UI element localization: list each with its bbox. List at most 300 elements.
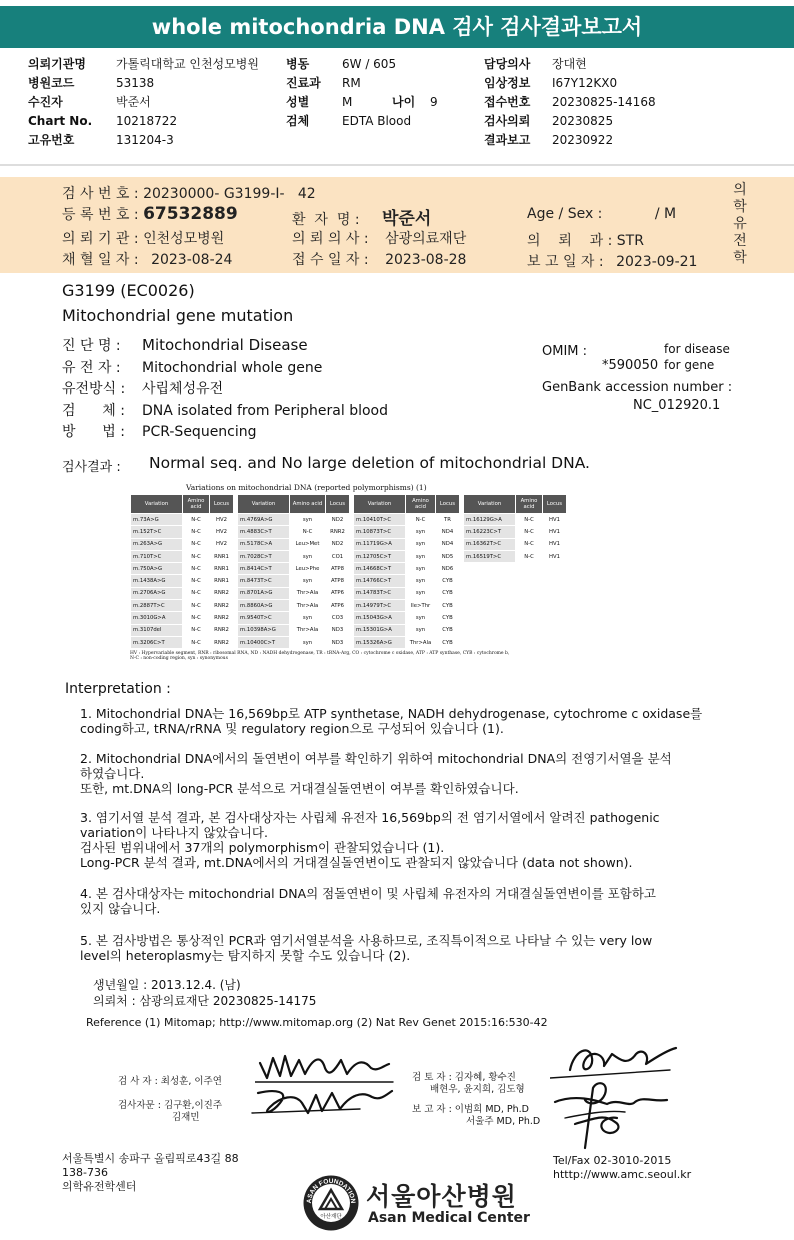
table-row — [131, 612, 234, 624]
table-row — [238, 612, 350, 624]
table-row — [354, 538, 460, 550]
website: htttp://www.amc.seoul.kr — [553, 1168, 692, 1181]
line: level의 heteroplasmy는 탐지하지 못할 수도 있습니다 (2). — [80, 948, 411, 963]
column-header: Amino acid — [406, 495, 436, 514]
column-header: Amino acid — [290, 495, 326, 514]
locus-cell: RNR2 — [210, 587, 234, 599]
locus-cell: ATP6 — [326, 587, 350, 599]
variation-cell: m.9540T>C — [238, 612, 290, 624]
table-row — [238, 600, 350, 612]
line: 또한, mt.DNA의 long-PCR 분석으로 거대결실돌연변이 여부를 확인하였습니다. — [80, 781, 519, 796]
label: 진료과 — [286, 76, 321, 90]
table-row — [131, 514, 234, 526]
amino-acid-cell: syn — [406, 624, 436, 636]
variations-tables — [130, 494, 567, 661]
variations-footnote-2: N-C : non-coding region, syn : synonymous — [130, 656, 228, 662]
interpretation-p4 — [80, 886, 656, 916]
variation-cell: m.3010G>A — [131, 612, 183, 624]
footer-address — [62, 1152, 239, 1194]
locus-cell: HV1 — [543, 526, 567, 538]
variation-cell: m.16362T>C — [464, 538, 516, 550]
variation-cell: m.3206C>T — [131, 636, 183, 648]
test-name: Mitochondrial gene mutation — [62, 306, 294, 325]
line: variation이 나타나지 않았습니다. — [80, 825, 268, 840]
amino-acid-cell: N-C — [183, 538, 210, 550]
label: 검체 — [286, 114, 310, 128]
amino-acid-cell: N-C — [183, 575, 210, 587]
label: 결과보고 — [484, 133, 531, 147]
variation-cell: m.15301G>A — [354, 624, 406, 636]
table-row — [238, 526, 350, 538]
detail-row — [62, 422, 388, 444]
table-row — [354, 526, 460, 538]
detail-label: 유 전 자 : — [62, 359, 121, 376]
line: 3. 염기서열 분석 결과, 본 검사대상자는 사립체 유전자 16,569bp의 전 염기서열에서 알려진 pathogenic — [80, 810, 660, 825]
side-char: 학 — [733, 199, 747, 215]
table-row — [131, 575, 234, 587]
table-row — [238, 624, 350, 636]
variation-cell: m.5178C>A — [238, 538, 290, 550]
column-header: Variation — [354, 495, 406, 514]
label: Chart No. — [28, 114, 93, 128]
variation-cell: m.14668C>T — [354, 563, 406, 575]
interpretation-p3 — [80, 810, 660, 870]
locus-cell: RNR2 — [326, 526, 350, 538]
detail-row — [62, 335, 388, 358]
age-value: 9 — [430, 95, 438, 109]
detail-row — [62, 401, 388, 423]
locus-cell: ND5 — [436, 550, 460, 562]
locus-cell: HV2 — [210, 538, 234, 550]
age-label: 나이 — [392, 95, 416, 109]
locus-cell: TR — [436, 514, 460, 526]
requesting-dept — [527, 230, 644, 250]
address-line: 의학유전학센터 — [62, 1180, 137, 1193]
address-line: 138-736 — [62, 1166, 108, 1179]
locus-cell: HV1 — [543, 514, 567, 526]
amino-acid-cell: N-C — [516, 538, 543, 550]
value: 가톨릭대학교 인천성모병원 — [116, 57, 259, 71]
variation-cell: m.710T>C — [131, 550, 183, 562]
column-header: Variation — [238, 495, 290, 514]
reporter-signature — [545, 1078, 675, 1153]
value: 20230922 — [552, 133, 614, 147]
variation-cell: m.10398A>G — [238, 624, 290, 636]
table-header-row — [464, 495, 567, 514]
amino-acid-cell: syn — [406, 526, 436, 538]
amino-acid-cell: N-C — [183, 526, 210, 538]
detail-label: 진 단 명 : — [62, 338, 121, 354]
variation-cell: m.263A>G — [131, 538, 183, 550]
detail-label: 유전방식 : — [62, 381, 126, 397]
table-header-row — [238, 495, 350, 514]
locus-cell: HV1 — [543, 538, 567, 550]
locus-cell: ATP8 — [326, 575, 350, 587]
label: 검사의뢰 — [484, 114, 531, 128]
column-header: Locus — [543, 495, 567, 514]
amino-acid-cell: Thr>Ala — [290, 600, 326, 612]
locus-cell: CYB — [436, 624, 460, 636]
label: 수진자 — [28, 95, 63, 109]
value: 6W / 605 — [342, 57, 397, 71]
locus-cell: ND6 — [436, 563, 460, 575]
detail-value: 사립체성유전 — [142, 381, 224, 397]
amino-acid-cell: syn — [406, 563, 436, 575]
table-row — [238, 587, 350, 599]
variation-cell: m.14766C>T — [354, 575, 406, 587]
omim-for-disease: for disease — [664, 342, 730, 356]
line: coding하고, tRNA/rRNA 및 regulatory region으로 구성되어 있습니다 (1). — [80, 721, 504, 736]
interpretation-title: Interpretation : — [65, 681, 171, 697]
tester-signature — [255, 1048, 395, 1088]
amino-acid-cell: N-C — [183, 624, 210, 636]
variation-cell: m.2706A>G — [131, 587, 183, 599]
variation-cell: m.1438A>G — [131, 575, 183, 587]
column-header: Variation — [464, 495, 516, 514]
table-row — [354, 600, 460, 612]
reg-no-label: 등 록 번 호 : — [62, 207, 139, 223]
side-char: 전 — [733, 233, 747, 249]
reviewer-names-2: 배현우, 윤지희, 김도형 — [430, 1084, 525, 1095]
locus-cell: CYB — [436, 587, 460, 599]
req-inst-label: 의 뢰 기 관 : — [62, 231, 139, 247]
table-row — [238, 550, 350, 562]
registration-number — [62, 204, 238, 224]
amino-acid-cell: syn — [290, 612, 326, 624]
line: 검사된 범위내에서 37개의 polymorphism이 관찰되었습니다 (1). — [80, 840, 445, 855]
value: RM — [342, 76, 361, 90]
detail-label: 검 체 : — [62, 402, 125, 419]
test-code: G3199 (EC0026) — [62, 281, 195, 300]
variation-cell: m.4769A>G — [238, 514, 290, 526]
table-row — [131, 636, 234, 648]
draw-label: 채 혈 일 자 : — [62, 252, 139, 268]
table-row — [131, 550, 234, 562]
locus-cell: CO3 — [326, 612, 350, 624]
interpretation-p2 — [80, 751, 672, 796]
test-details — [62, 335, 388, 444]
amino-acid-cell: N-C — [406, 514, 436, 526]
variation-cell: m.16519T>C — [464, 550, 516, 562]
req-doc-value: 삼광의료재단 — [385, 231, 467, 247]
asan-foundation-seal-icon — [302, 1174, 360, 1232]
reg-no-value: 67532889 — [143, 204, 238, 224]
locus-cell: RNR2 — [210, 612, 234, 624]
line: 4. 본 검사대상자는 mitochondrial DNA의 점돌연변이 및 사립체 유전자의 거대결실돌연변이를 포함하고 — [80, 886, 656, 901]
dept-value: STR — [616, 233, 644, 249]
table-header-row — [354, 495, 460, 514]
line: 있지 않습니다. — [80, 901, 161, 916]
locus-cell: ND3 — [326, 624, 350, 636]
column-header: Locus — [210, 495, 234, 514]
amino-acid-cell: Thr>Ala — [290, 587, 326, 599]
test-no-value: 20230000- G3199-I- 42 — [143, 186, 316, 202]
variation-cell: m.152T>C — [131, 526, 183, 538]
table-row — [354, 636, 460, 648]
label: 담당의사 — [484, 57, 531, 71]
locus-cell: ND2 — [326, 538, 350, 550]
omim-for-gene: for gene — [664, 358, 715, 372]
department-vertical-label — [730, 182, 750, 267]
table-row — [238, 636, 350, 648]
reporter-names: 보 고 자 : 이범희 MD, Ph.D — [412, 1104, 529, 1115]
amino-acid-cell: N-C — [183, 550, 210, 562]
age-sex — [527, 206, 676, 222]
amino-acid-cell: N-C — [516, 514, 543, 526]
locus-cell: CYB — [436, 575, 460, 587]
variation-cell: m.14979T>C — [354, 600, 406, 612]
address-line: 서울특별시 송파구 올림픽로43길 88 — [62, 1152, 239, 1165]
table-row — [354, 514, 460, 526]
variation-cell: m.8701A>G — [238, 587, 290, 599]
table-row — [131, 600, 234, 612]
variation-cell: m.8473T>C — [238, 575, 290, 587]
variation-table — [463, 494, 567, 563]
line: 하였습니다. — [80, 766, 145, 781]
report-title: whole mitochondria DNA 검사 검사결과보고서 — [0, 6, 794, 48]
variation-cell: m.7028C>T — [238, 550, 290, 562]
amino-acid-cell: syn — [406, 550, 436, 562]
variation-cell: m.4883C>T — [238, 526, 290, 538]
label: 병동 — [286, 57, 310, 71]
table-row — [354, 550, 460, 562]
amino-acid-cell: N-C — [183, 587, 210, 599]
table-row — [131, 563, 234, 575]
advisor-signature — [250, 1083, 395, 1121]
locus-cell: RNR2 — [210, 636, 234, 648]
variation-cell: m.73A>G — [131, 514, 183, 526]
amino-acid-cell: N-C — [516, 526, 543, 538]
amino-acid-cell: N-C — [183, 600, 210, 612]
advisor-names-2: 김재민 — [172, 1112, 200, 1123]
locus-cell: RNR1 — [210, 575, 234, 587]
label: 접수번호 — [484, 95, 531, 109]
genbank-number: NC_012920.1 — [633, 398, 721, 413]
label: 성별 — [286, 95, 310, 109]
line: 2. Mitochondrial DNA에서의 돌연변이 여부를 확인하기 위하여 mitochondrial DNA의 전영기서열을 분석 — [80, 751, 672, 766]
amino-acid-cell: syn — [406, 575, 436, 587]
variations-footnote-1: HV : Hypervariable segment, RNR : ribosomal RNA, ND : NADH dehydrogenase, TR : tRNA-Arg, CO : cytochrome c oxidase, ATP : ATP synthase, CYB : cytochrome b, — [130, 651, 510, 657]
detail-value: PCR-Sequencing — [142, 424, 257, 440]
variation-cell: m.15043G>A — [354, 612, 406, 624]
hospital-name-en: Asan Medical Center — [368, 1210, 530, 1226]
label: 고유번호 — [28, 133, 75, 147]
table-row — [238, 575, 350, 587]
amino-acid-cell: N-C — [290, 526, 326, 538]
variation-cell: m.8414C>T — [238, 563, 290, 575]
locus-cell: CO1 — [326, 550, 350, 562]
amino-acid-cell: Leu>Met — [290, 538, 326, 550]
locus-cell: CYB — [436, 600, 460, 612]
locus-cell: HV2 — [210, 526, 234, 538]
variations-caption: Variations on mitochondrial DNA (reported polymorphisms) (1) — [186, 483, 427, 492]
column-header: Locus — [436, 495, 460, 514]
column-header: Amino acid — [516, 495, 543, 514]
value: 131204-3 — [116, 133, 174, 147]
line: 5. 본 검사방법은 통상적인 PCR과 염기서열분석을 사용하므로, 조직특이적으로 나타날 수 있는 very low — [80, 933, 653, 948]
variation-table — [130, 494, 234, 649]
variation-table-group — [130, 494, 567, 649]
column-header: Amino acid — [183, 495, 210, 514]
table-row — [354, 612, 460, 624]
reviewer-names: 검 토 자 : 김자혜, 황수진 — [412, 1072, 516, 1083]
locus-cell: ND4 — [436, 538, 460, 550]
tester-names: 검 사 자 : 최성훈, 이주연 — [118, 1076, 222, 1087]
age-sex-value: / M — [654, 206, 677, 222]
locus-cell: CYB — [436, 636, 460, 648]
value: M — [342, 95, 353, 109]
column-header: Variation — [131, 495, 183, 514]
table-row — [131, 526, 234, 538]
variation-cell: m.14783T>C — [354, 587, 406, 599]
draw-date — [62, 249, 232, 269]
recv-label: 접 수 일 자 : — [292, 252, 369, 268]
table-row — [464, 514, 567, 526]
requesting-doctor — [292, 228, 466, 248]
value: 박준서 — [116, 95, 151, 109]
interpretation-p1 — [80, 706, 702, 736]
requesting-source: 의뢰처 : 삼광의료재단 20230825-14175 — [93, 994, 317, 1008]
locus-cell: RNR2 — [210, 624, 234, 636]
variation-cell: m.10400C>T — [238, 636, 290, 648]
locus-cell: ATP6 — [326, 600, 350, 612]
variation-cell: m.10873T>C — [354, 526, 406, 538]
side-char: 유 — [733, 216, 747, 232]
req-doc-label: 의 뢰 의 사 : — [292, 231, 369, 247]
amino-acid-cell: syn — [290, 550, 326, 562]
report-value: 2023-09-21 — [616, 254, 698, 270]
tel-fax: Tel/Fax 02-3010-2015 — [553, 1154, 672, 1167]
amino-acid-cell: N-C — [183, 514, 210, 526]
variation-cell: m.16129G>A — [464, 514, 516, 526]
detail-row — [62, 358, 388, 380]
detail-label: 방 법 : — [62, 424, 125, 440]
amino-acid-cell: N-C — [183, 612, 210, 624]
table-row — [464, 550, 567, 562]
label: 임상정보 — [484, 76, 531, 90]
variation-cell: m.10410T>C — [354, 514, 406, 526]
locus-cell: RNR1 — [210, 563, 234, 575]
amino-acid-cell: Thr>Ala — [290, 624, 326, 636]
side-char: 학 — [733, 250, 747, 266]
amino-acid-cell: syn — [406, 612, 436, 624]
detail-value: Mitochondrial whole gene — [142, 359, 323, 376]
value: I67Y12KX0 — [552, 76, 618, 90]
locus-cell: HV1 — [543, 550, 567, 562]
hospital-name-ko: 서울아산병원 — [366, 1182, 517, 1211]
variation-cell: m.2887T>C — [131, 600, 183, 612]
table-header-row — [131, 495, 234, 514]
age-sex-label: Age / Sex : — [527, 206, 603, 222]
amino-acid-cell: Thr>Ala — [406, 636, 436, 648]
locus-cell: RNR2 — [210, 600, 234, 612]
seal-top-text: ASAN FOUNDATION — [305, 1177, 357, 1204]
table-row — [238, 538, 350, 550]
header-divider — [0, 164, 794, 166]
table-row — [131, 587, 234, 599]
amino-acid-cell: syn — [406, 587, 436, 599]
reference: Reference (1) Mitomap; http://www.mitomap.org (2) Nat Rev Genet 2015:16:530-42 — [86, 1016, 548, 1029]
table-row — [354, 575, 460, 587]
locus-cell: ATP8 — [326, 563, 350, 575]
seal-bottom-text: 아산재단 — [320, 1214, 342, 1220]
table-row — [464, 538, 567, 550]
variation-cell: m.750A>G — [131, 563, 183, 575]
advisor-names: 검사자문 : 김구환,이진주 — [118, 1100, 223, 1111]
patient-name — [292, 204, 431, 229]
variation-cell: m.15326A>G — [354, 636, 406, 648]
result-text: Normal seq. and No large deletion of mitochondrial DNA. — [149, 454, 590, 472]
header-col3 — [484, 55, 656, 150]
line: Long-PCR 분석 결과, mt.DNA에서의 거대결실돌연변이도 관찰되지 않았습니다 (data not shown). — [80, 855, 633, 870]
amino-acid-cell: syn — [406, 538, 436, 550]
omim-number: *590050 — [602, 358, 659, 373]
date-of-birth: 생년월일 : 2013.12.4. (남) — [93, 978, 241, 992]
table-row — [131, 538, 234, 550]
value: EDTA Blood — [342, 114, 412, 128]
omim-label: OMIM : — [542, 344, 588, 359]
value: 10218722 — [116, 114, 178, 128]
column-header: Locus — [326, 495, 350, 514]
table-row — [238, 514, 350, 526]
req-inst-value: 인천성모병원 — [143, 231, 225, 247]
test-number — [62, 183, 316, 203]
locus-cell: ND3 — [326, 636, 350, 648]
report-label: 보 고 일 자 : — [527, 254, 604, 270]
amino-acid-cell: syn — [290, 514, 326, 526]
label: 병원코드 — [28, 76, 75, 90]
detail-value: Mitochondrial Disease — [142, 336, 308, 354]
locus-cell: CYB — [436, 612, 460, 624]
variation-cell: m.11719G>A — [354, 538, 406, 550]
line: 1. Mitochondrial DNA는 16,569bp로 ATP synthetase, NADH dehydrogenase, cytochrome c oxidase를 — [80, 706, 703, 721]
footer-contact — [553, 1154, 691, 1182]
table-row — [464, 526, 567, 538]
amino-acid-cell: syn — [290, 636, 326, 648]
amino-acid-cell: syn — [290, 575, 326, 587]
recv-value: 2023-08-28 — [385, 252, 467, 268]
amino-acid-cell: Ile>Thr — [406, 600, 436, 612]
detail-value: DNA isolated from Peripheral blood — [142, 402, 389, 419]
table-row — [131, 624, 234, 636]
header-col2 — [286, 55, 438, 131]
locus-cell: HV2 — [210, 514, 234, 526]
amino-acid-cell: N-C — [183, 636, 210, 648]
variation-cell: m.12705C>T — [354, 550, 406, 562]
value: 20230825-14168 — [552, 95, 656, 109]
variation-cell: m.16223C>T — [464, 526, 516, 538]
label: 의뢰기관명 — [28, 57, 86, 71]
variation-table — [237, 494, 350, 649]
table-row — [354, 624, 460, 636]
report-date — [527, 251, 697, 271]
reporter-names-2: 서울주 MD, Ph.D — [466, 1116, 541, 1127]
draw-value: 2023-08-24 — [151, 252, 233, 268]
side-char: 의 — [733, 182, 747, 198]
amino-acid-cell: N-C — [183, 563, 210, 575]
reviewer-signature — [550, 1040, 680, 1080]
amino-acid-cell: Leu>Phe — [290, 563, 326, 575]
variation-table — [353, 494, 460, 649]
locus-cell: ND2 — [326, 514, 350, 526]
test-no-label: 검 사 번 호 : — [62, 186, 139, 202]
variation-cell: m.8860A>G — [238, 600, 290, 612]
amino-acid-cell: N-C — [516, 550, 543, 562]
patient-value: 박준서 — [382, 209, 432, 229]
table-row — [354, 563, 460, 575]
locus-cell: RNR1 — [210, 550, 234, 562]
dept-label: 의 뢰 과 : — [527, 233, 613, 249]
